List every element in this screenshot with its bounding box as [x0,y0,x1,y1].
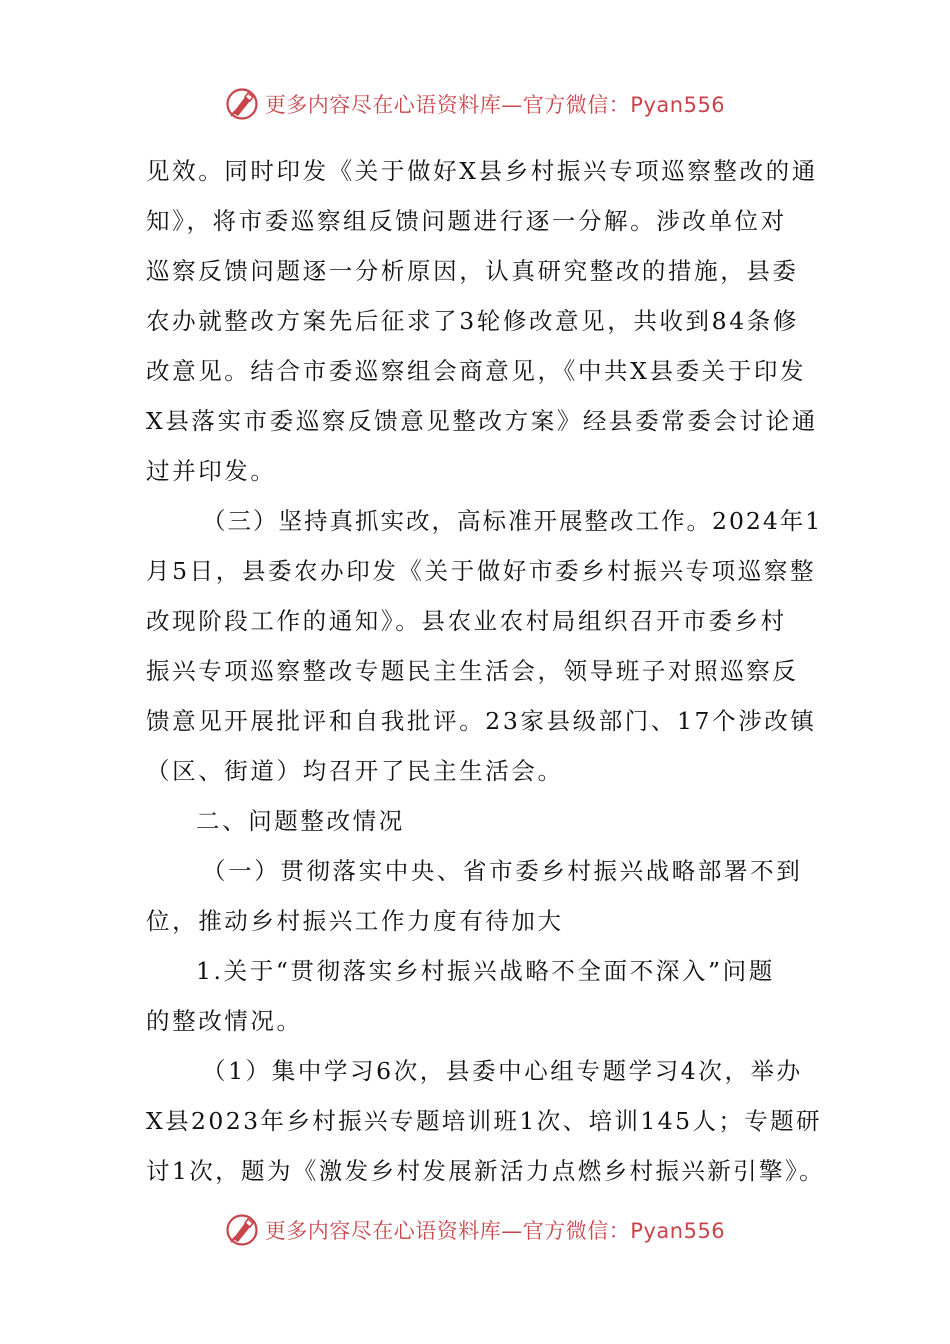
text-line: 1.关于“贯彻落实乡村振兴战略不全面不深入”问题 [196,957,775,985]
text-line: 知》，将市委巡察组反馈问题进行逐一分解。涉改单位对 [146,207,787,235]
document-body [146,151,826,1201]
pen-nib-logo-icon [225,1213,259,1247]
pen-nib-logo-icon [225,87,259,121]
text-line: 改意见。结合市委巡察组会商意见，《中共X县委关于印发 [146,357,807,385]
text-line: X县落实市委巡察反馈意见整改方案》经县委常委会讨论通 [146,407,818,435]
footer-watermark [0,1210,950,1250]
text-line: 振兴专项巡察整改专题民主生活会，领导班子对照巡察反 [146,657,799,685]
text-line: 馈意见开展批评和自我批评。23家县级部门、17个涉改镇 [146,707,817,735]
header-watermark [0,84,950,124]
text-line: X县2023年乡村振兴专题培训班1次、培训145人；专题研 [146,1107,822,1135]
text-line: （区、街道）均召开了民主生活会。 [146,757,564,785]
text-line: （一）贯彻落实中央、省市委乡村振兴战略部署不到 [202,857,803,885]
text-line: （三）坚持真抓实改，高标准开展整改工作。2024年1 [202,507,823,535]
text-line: 的整改情况。 [146,1007,303,1035]
text-line: 农办就整改方案先后征求了3轮修改意见，共收到84条修 [146,307,799,335]
text-line: 巡察反馈问题逐一分析原因，认真研究整改的措施，县委 [146,257,799,285]
text-line: （1）集中学习6次，县委中心组专题学习4次，举办 [202,1057,803,1085]
text-line: 位，推动乡村振兴工作力度有待加大 [146,907,564,935]
watermark-text: 更多内容尽在心语资料库—官方微信：Pyan556 [264,93,726,117]
text-line: 见效。同时印发《关于做好X县乡村振兴专项巡察整改的通 [146,157,818,185]
text-line: 过并印发。 [146,457,277,485]
text-line: 改现阶段工作的通知》。县农业农村局组织召开市委乡村 [146,607,787,635]
watermark-text: 更多内容尽在心语资料库—官方微信：Pyan556 [264,1219,726,1243]
text-line: 二、问题整改情况 [196,807,405,835]
text-line: 月5日，县委农办印发《关于做好市委乡村振兴专项巡察整 [146,557,817,585]
text-line: 讨1次，题为《激发乡村发展新活力点燃乡村振兴新引擎》。 [146,1157,826,1185]
